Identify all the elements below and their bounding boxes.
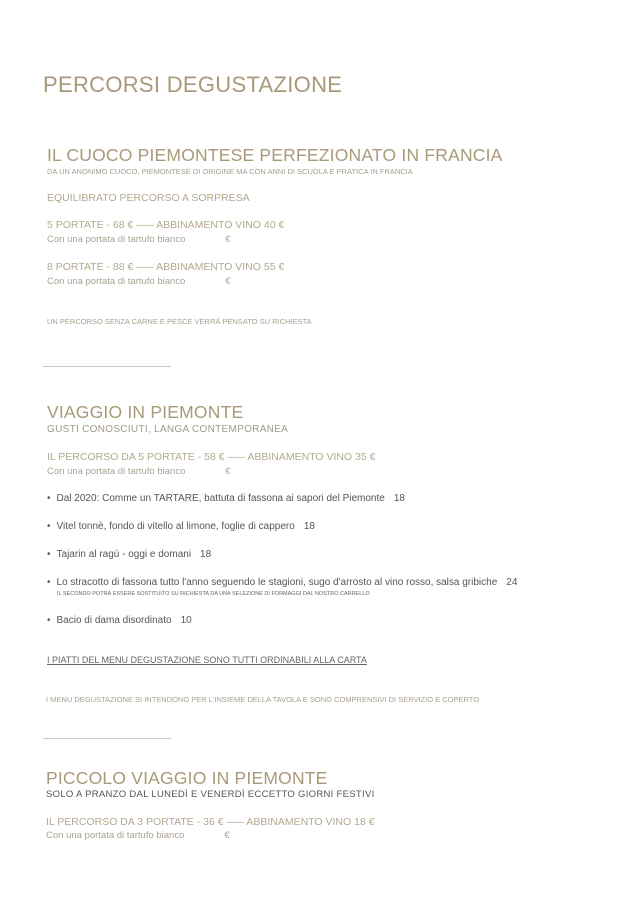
dish-name: Vitel tonnè, fondo di vitello al limone, foglie di cappero [56,521,295,532]
dish-price: 10 [180,615,192,626]
section-subtitle: SOLO A PRANZO DAL LUNEDÌ E VENERDÌ ECCETTO GIORNI FESTIVI [46,789,375,800]
truffle-label: Con una portata di tartufo bianco [46,830,185,841]
truffle-option [47,234,231,245]
divider [43,366,171,367]
dish-name: Lo stracotto di fassona tutto l'anno seguendo le stagioni, sugo d'arrosto al vino rosso, salsa gribiche [56,577,498,588]
section-title-piccolo-viaggio: PICCOLO VIAGGIO IN PIEMONTE [46,768,328,788]
section-title-cuoco: IL CUOCO PIEMONTESE PERFEZIONATO IN FRANCIA [47,145,503,165]
truffle-option [47,276,231,287]
price-option: 5 PORTATE - 68 € ––– ABBINAMENTO VINO 40 € [47,219,285,231]
divider [43,738,171,739]
section-note: I MENU DEGUSTAZIONE SI INTENDONO PER L'INSIEME DELLA TAVOLA E SONO COMPRENSIVI DI SERVIZIO E COPERTO [46,695,480,704]
truffle-label: Con una portata di tartufo bianco [47,466,186,477]
section-title-viaggio: VIAGGIO IN PIEMONTE [47,402,244,422]
dish-item [47,577,517,588]
dish-name: Dal 2020: Comme un TARTARE, battuta di fassona ai sapori del Piemonte [56,493,385,504]
truffle-label: Con una portata di tartufo bianco [47,276,186,287]
truffle-option [47,466,231,477]
bullet-icon: • [47,577,51,588]
dish-name: Tajarin al ragù - oggi e domani [56,549,192,560]
dish-item [47,549,211,560]
dish-item [47,493,405,504]
bullet-icon: • [47,549,51,560]
dish-name: Bacio di dama disordinato [56,615,172,626]
section-subtitle: GUSTI CONOSCIUTI, LANGA CONTEMPORANEA [47,424,289,435]
dish-price: 18 [303,521,315,532]
bullet-icon: • [47,615,51,626]
dish-price: 18 [393,493,405,504]
price-option: IL PERCORSO DA 5 PORTATE - 58 € ––– ABBINAMENTO VINO 35 € [47,451,376,463]
dish-note: IL SECONDO POTRÀ ESSERE SOSTITUITO SU RICHIESTA DA UNA SELEZIONE DI FORMAGGI DAL NOSTRO CARRELLO [57,591,370,597]
section-subtitle: DA UN ANONIMO CUOCO, PIEMONTESE DI ORIGINE MA CON ANNI DI SCUOLA E PRATICA IN FRANCIA [47,167,413,176]
dish-item [47,615,192,626]
bullet-icon: • [47,521,51,532]
price-option: 8 PORTATE - 88 € ––– ABBINAMENTO VINO 55 € [47,261,285,273]
truffle-price: € [225,234,231,245]
price-option: IL PERCORSO DA 3 PORTATE - 36 € ––– ABBINAMENTO VINO 18 € [46,816,375,828]
section-description: EQUILIBRATO PERCORSO A SORPRESA [47,192,250,204]
dish-price: 24 [506,577,518,588]
truffle-price: € [225,466,231,477]
section-note: UN PERCORSO SENZA CARNE E PESCE VERRÁ PENSATO SU RICHIESTA [47,317,312,326]
dish-price: 18 [200,549,212,560]
truffle-label: Con una portata di tartufo bianco [47,234,186,245]
truffle-price: € [224,830,230,841]
bullet-icon: • [47,493,51,504]
carta-link[interactable]: I PIATTI DEL MENU DEGUSTAZIONE SONO TUTTI ORDINABILI ALLA CARTA [47,655,367,665]
truffle-price: € [225,276,231,287]
page-title: PERCORSI DEGUSTAZIONE [43,72,343,97]
dish-item [47,521,315,532]
truffle-option [46,830,230,841]
